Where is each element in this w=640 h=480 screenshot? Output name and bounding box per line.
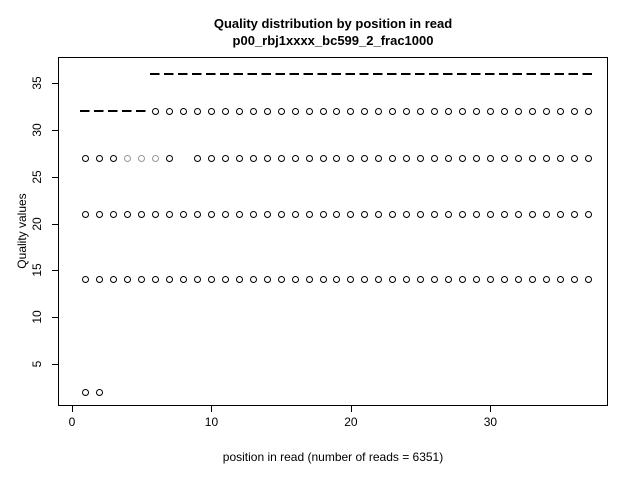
data-point-circle bbox=[110, 211, 117, 218]
data-point-circle bbox=[110, 276, 117, 283]
x-axis-tick-label: 30 bbox=[483, 415, 498, 429]
data-point-circle bbox=[431, 108, 438, 115]
data-point-circle bbox=[361, 276, 368, 283]
data-point-circle bbox=[292, 276, 299, 283]
data-point-circle bbox=[347, 108, 354, 115]
data-point-circle bbox=[375, 211, 382, 218]
data-point-circle bbox=[222, 276, 229, 283]
data-point-circle bbox=[417, 211, 424, 218]
chart-subtitle: p00_rbj1xxxx_bc599_2_frac1000 bbox=[232, 33, 434, 48]
data-point-circle bbox=[529, 276, 536, 283]
data-point-circle bbox=[557, 211, 564, 218]
y-axis-tick-label: 5 bbox=[30, 360, 44, 368]
data-point-circle bbox=[501, 211, 508, 218]
data-point-circle bbox=[473, 276, 480, 283]
median-dashed-line bbox=[150, 73, 594, 75]
x-axis-tick-label: 0 bbox=[68, 415, 76, 429]
data-point-circle bbox=[347, 276, 354, 283]
data-point-circle bbox=[459, 108, 466, 115]
data-point-circle bbox=[403, 211, 410, 218]
data-point-circle bbox=[515, 276, 522, 283]
data-point-circle bbox=[431, 211, 438, 218]
data-point-circle bbox=[529, 108, 536, 115]
data-point-circle bbox=[543, 108, 550, 115]
data-point-circle bbox=[292, 211, 299, 218]
x-axis-tick bbox=[72, 406, 73, 412]
data-point-circle bbox=[166, 108, 173, 115]
data-point-circle bbox=[208, 276, 215, 283]
data-point-circle bbox=[306, 108, 313, 115]
y-axis-tick bbox=[52, 224, 58, 225]
data-point-circle bbox=[361, 108, 368, 115]
data-point-circle bbox=[152, 155, 159, 162]
data-point-circle bbox=[82, 276, 89, 283]
data-point-circle bbox=[501, 155, 508, 162]
data-point-circle bbox=[487, 155, 494, 162]
plot-area bbox=[30, 57, 608, 429]
data-point-circle bbox=[487, 276, 494, 283]
data-point-circle bbox=[236, 211, 243, 218]
x-axis-tick-label: 10 bbox=[204, 415, 219, 429]
data-point-circle bbox=[585, 108, 592, 115]
data-point-circle bbox=[152, 108, 159, 115]
data-point-circle bbox=[333, 108, 340, 115]
data-point-circle bbox=[82, 389, 89, 396]
y-axis-tick bbox=[52, 83, 58, 84]
data-point-circle bbox=[306, 276, 313, 283]
x-axis-label: position in read (number of reads = 6351) bbox=[222, 450, 444, 464]
data-point-circle bbox=[445, 211, 452, 218]
data-point-circle bbox=[250, 276, 257, 283]
data-point-circle bbox=[515, 155, 522, 162]
y-axis-tick-label: 25 bbox=[30, 170, 44, 184]
data-point-circle bbox=[515, 108, 522, 115]
data-point-circle bbox=[389, 211, 396, 218]
data-point-circle bbox=[557, 108, 564, 115]
data-point-circle bbox=[180, 108, 187, 115]
data-point-circle bbox=[110, 155, 117, 162]
data-point-circle bbox=[347, 211, 354, 218]
data-point-circle bbox=[389, 155, 396, 162]
data-point-circle bbox=[278, 155, 285, 162]
data-point-circle bbox=[124, 276, 131, 283]
data-point-circle bbox=[82, 155, 89, 162]
data-point-circle bbox=[375, 155, 382, 162]
data-point-circle bbox=[152, 276, 159, 283]
data-point-circle bbox=[124, 211, 131, 218]
data-point-circle bbox=[180, 211, 187, 218]
data-point-circle bbox=[459, 155, 466, 162]
y-axis-tick bbox=[52, 364, 58, 365]
data-point-circle bbox=[473, 108, 480, 115]
x-axis-tick bbox=[490, 406, 491, 412]
data-point-circle bbox=[375, 276, 382, 283]
data-point-circle bbox=[250, 155, 257, 162]
data-point-circle bbox=[361, 155, 368, 162]
data-point-circle bbox=[473, 155, 480, 162]
data-point-circle bbox=[320, 211, 327, 218]
data-point-circle bbox=[445, 108, 452, 115]
data-point-circle bbox=[152, 211, 159, 218]
y-axis-tick-label: 10 bbox=[30, 310, 44, 324]
y-axis-tick-label: 35 bbox=[30, 76, 44, 90]
data-point-circle bbox=[306, 155, 313, 162]
data-point-circle bbox=[222, 155, 229, 162]
data-point-circle bbox=[264, 108, 271, 115]
y-axis-tick bbox=[52, 270, 58, 271]
data-point-circle bbox=[222, 108, 229, 115]
data-point-circle bbox=[236, 155, 243, 162]
data-point-circle bbox=[96, 155, 103, 162]
data-point-circle bbox=[194, 211, 201, 218]
data-point-circle bbox=[124, 155, 131, 162]
data-point-circle bbox=[194, 108, 201, 115]
data-point-circle bbox=[166, 211, 173, 218]
data-point-circle bbox=[361, 211, 368, 218]
data-point-circle bbox=[571, 211, 578, 218]
data-point-circle bbox=[347, 155, 354, 162]
data-point-circle bbox=[571, 108, 578, 115]
data-point-circle bbox=[138, 211, 145, 218]
data-point-circle bbox=[333, 211, 340, 218]
data-point-circle bbox=[306, 211, 313, 218]
data-point-circle bbox=[375, 108, 382, 115]
data-point-circle bbox=[557, 155, 564, 162]
data-point-circle bbox=[292, 155, 299, 162]
data-point-circle bbox=[333, 155, 340, 162]
data-point-circle bbox=[431, 155, 438, 162]
data-point-circle bbox=[515, 211, 522, 218]
data-point-circle bbox=[571, 276, 578, 283]
data-point-circle bbox=[222, 211, 229, 218]
y-axis-tick-label: 15 bbox=[30, 263, 44, 278]
data-point-circle bbox=[585, 211, 592, 218]
data-point-circle bbox=[138, 155, 145, 162]
data-point-circle bbox=[250, 108, 257, 115]
data-point-circle bbox=[417, 276, 424, 283]
y-axis-tick bbox=[52, 177, 58, 178]
data-point-circle bbox=[529, 211, 536, 218]
data-point-circle bbox=[445, 155, 452, 162]
data-point-circle bbox=[417, 108, 424, 115]
data-point-circle bbox=[194, 155, 201, 162]
data-point-circle bbox=[208, 211, 215, 218]
data-point-circle bbox=[320, 276, 327, 283]
data-point-circle bbox=[389, 276, 396, 283]
data-point-circle bbox=[236, 276, 243, 283]
data-point-circle bbox=[557, 276, 564, 283]
data-point-circle bbox=[166, 276, 173, 283]
data-point-circle bbox=[278, 211, 285, 218]
data-point-circle bbox=[543, 155, 550, 162]
data-point-circle bbox=[320, 155, 327, 162]
data-point-circle bbox=[585, 155, 592, 162]
data-point-circle bbox=[473, 211, 480, 218]
y-axis-tick-label: 20 bbox=[30, 216, 44, 231]
data-point-circle bbox=[501, 108, 508, 115]
data-point-circle bbox=[194, 276, 201, 283]
data-point-circle bbox=[292, 108, 299, 115]
data-point-circle bbox=[264, 276, 271, 283]
data-point-circle bbox=[487, 211, 494, 218]
data-point-circle bbox=[96, 276, 103, 283]
data-point-circle bbox=[585, 276, 592, 283]
data-point-circle bbox=[487, 108, 494, 115]
data-point-circle bbox=[278, 108, 285, 115]
chart-title: Quality distribution by position in read bbox=[213, 16, 453, 31]
data-point-circle bbox=[250, 211, 257, 218]
x-axis-tick-label: 20 bbox=[344, 415, 358, 429]
data-point-circle bbox=[417, 155, 424, 162]
data-point-circle bbox=[445, 276, 452, 283]
data-point-circle bbox=[96, 211, 103, 218]
data-point-circle bbox=[320, 108, 327, 115]
median-dashed-line bbox=[80, 110, 147, 112]
data-point-circle bbox=[543, 211, 550, 218]
data-point-circle bbox=[403, 276, 410, 283]
data-point-circle bbox=[264, 211, 271, 218]
data-point-circle bbox=[138, 276, 145, 283]
data-point-circle bbox=[389, 108, 396, 115]
data-point-circle bbox=[333, 276, 340, 283]
data-point-circle bbox=[264, 155, 271, 162]
data-point-circle bbox=[278, 276, 285, 283]
data-point-circle bbox=[82, 211, 89, 218]
y-axis-label: Quality values bbox=[15, 193, 29, 269]
data-point-circle bbox=[571, 155, 578, 162]
data-point-circle bbox=[208, 155, 215, 162]
y-axis-tick bbox=[52, 317, 58, 318]
x-axis-tick bbox=[351, 406, 352, 412]
data-point-circle bbox=[166, 155, 173, 162]
data-point-circle bbox=[403, 155, 410, 162]
y-axis-tick bbox=[52, 130, 58, 131]
plot-data-layer bbox=[30, 58, 607, 429]
data-point-circle bbox=[208, 108, 215, 115]
data-point-circle bbox=[236, 108, 243, 115]
data-point-circle bbox=[403, 108, 410, 115]
x-axis-tick bbox=[211, 406, 212, 412]
data-point-circle bbox=[529, 155, 536, 162]
y-axis-tick-label: 30 bbox=[30, 123, 44, 137]
data-point-circle bbox=[459, 211, 466, 218]
data-point-circle bbox=[431, 276, 438, 283]
data-point-circle bbox=[501, 276, 508, 283]
data-point-circle bbox=[96, 389, 103, 396]
data-point-circle bbox=[459, 276, 466, 283]
data-point-circle bbox=[543, 276, 550, 283]
data-point-circle bbox=[180, 276, 187, 283]
